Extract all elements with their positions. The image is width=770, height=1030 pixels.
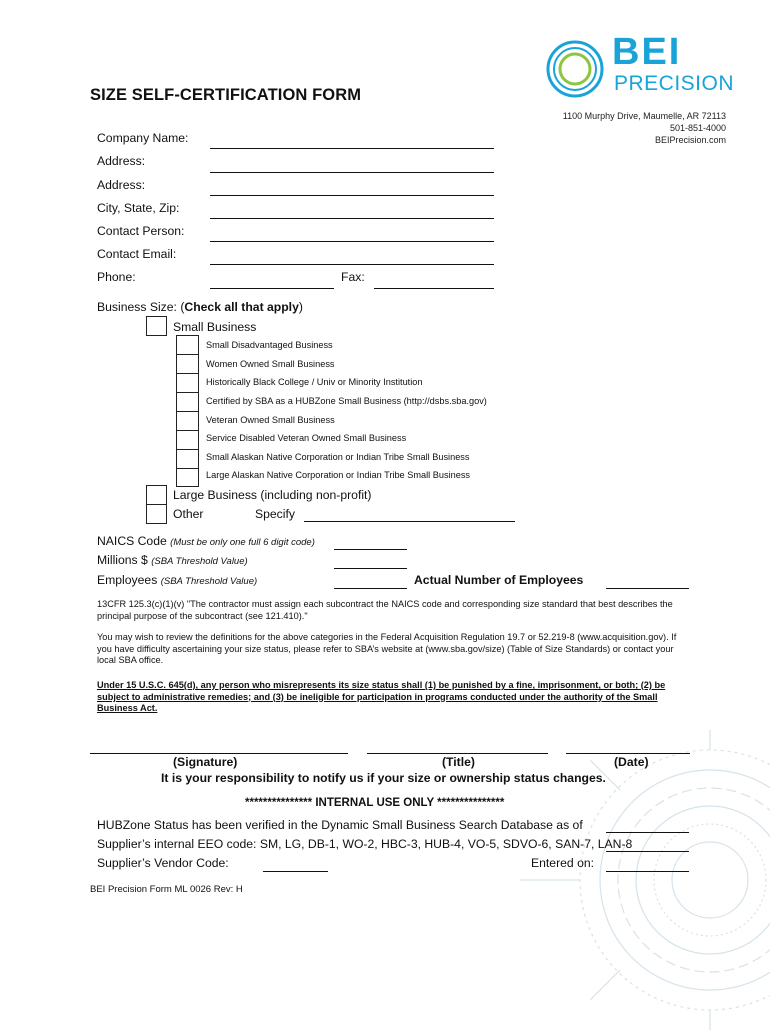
title-caption: (Title) xyxy=(442,755,475,769)
fax-field[interactable] xyxy=(374,288,494,289)
address2-label: Address: xyxy=(97,178,146,192)
address-website: BEIPrecision.com xyxy=(654,135,726,145)
vendor-code-field[interactable] xyxy=(263,871,328,872)
business-size-prefix: Business Size: ( xyxy=(97,300,185,314)
actual-employees-label: Actual Number of Employees xyxy=(414,573,584,587)
address-phone: 501-851-4000 xyxy=(669,123,726,133)
sub-option-label: Women Owned Small Business xyxy=(206,359,335,369)
date-field[interactable] xyxy=(566,753,690,754)
logo-bei-text: BEI xyxy=(612,31,682,73)
sub-option-checkbox-8[interactable] xyxy=(176,468,199,487)
contact-person-field[interactable] xyxy=(210,241,494,242)
naics-label: NAICS Code xyxy=(97,534,167,548)
other-label: Other xyxy=(173,507,204,521)
large-business-checkbox[interactable] xyxy=(146,485,167,505)
business-size-bold: Check all that apply xyxy=(184,300,299,314)
naics-field[interactable] xyxy=(334,549,407,550)
company-address xyxy=(563,110,726,146)
employees-field[interactable] xyxy=(334,588,407,589)
small-business-checkbox[interactable] xyxy=(146,316,167,336)
bei-precision-logo xyxy=(544,31,735,100)
sub-option-checkbox-6[interactable] xyxy=(176,430,199,450)
business-size-label xyxy=(97,300,303,314)
penalty-paragraph: Under 15 U.S.C. 645(d), any person who misrepresents its size status shall (1) be punished by a fine, imprisonment, or both; (2) be subject to administrative remedies; and (3) be ineligible for participation in programs conducted under the authority of the Small Business Act. xyxy=(97,680,666,713)
address2-field[interactable] xyxy=(210,195,494,196)
logo-precision-text: PRECISION xyxy=(614,72,735,95)
address1-label: Address: xyxy=(97,154,146,168)
title-field[interactable] xyxy=(367,753,548,754)
sub-option-checkbox-4[interactable] xyxy=(176,392,199,412)
sub-option-label: Certified by SBA as a HUBZone Small Business (http://dsbs.sba.gov) xyxy=(206,396,487,406)
contact-email-label: Contact Email: xyxy=(97,247,177,261)
business-size-suffix: ) xyxy=(298,300,303,314)
signature-field[interactable] xyxy=(90,753,348,754)
sub-option-checkbox-5[interactable] xyxy=(176,411,199,431)
naics-note: (Must be only one full 6 digit code) xyxy=(170,537,315,548)
sub-option-label: Veteran Owned Small Business xyxy=(206,415,335,425)
small-business-label: Small Business xyxy=(173,320,257,334)
millions-note: (SBA Threshold Value) xyxy=(151,556,248,567)
actual-employees-field[interactable] xyxy=(606,588,689,589)
specify-field[interactable] xyxy=(304,521,515,522)
cfr-paragraph: 13CFR 125.3(c)(1)(v) "The contractor must assign each subcontract the NAICS code and corresponding size standard that best describes the principal purpose of the subcontract (see 121.410)." xyxy=(97,599,673,621)
phone-field[interactable] xyxy=(210,288,334,289)
large-business-label: Large Business (including non-profit) xyxy=(173,488,372,502)
date-caption: (Date) xyxy=(614,755,649,769)
eeo-code-field[interactable] xyxy=(606,851,689,852)
eeo-code-label: Supplier’s internal EEO code: SM, LG, DB-1, WO-2, HBC-3, HUB-4, VO-5, SDVO-6, SAN-7, LAN-8 xyxy=(97,837,633,851)
city-state-zip-label: City, State, Zip: xyxy=(97,201,180,215)
hubzone-date-field[interactable] xyxy=(606,832,689,833)
sub-option-checkbox-1[interactable] xyxy=(176,335,199,355)
employees-label: Employees xyxy=(97,573,158,587)
review-paragraph: You may wish to review the definitions for the above categories in the Federal Acquisition Regulation 19.7 or 52.219-8 (www.acquisition.gov). If you have difficulty ascertaining your size status, please refer to SBA’s website at (www.sba.gov/size) (Table of Size Standards) or contact your local SBA office. xyxy=(97,632,677,665)
signature-caption: (Signature) xyxy=(173,755,238,769)
entered-on-label: Entered on: xyxy=(531,856,595,870)
sub-option-label: Historically Black College / Univ or Minority Institution xyxy=(206,377,423,387)
other-checkbox[interactable] xyxy=(146,504,167,524)
sub-option-label: Small Disadvantaged Business xyxy=(206,340,333,350)
entered-on-field[interactable] xyxy=(606,871,689,872)
phone-label: Phone: xyxy=(97,270,136,284)
contact-email-field[interactable] xyxy=(210,264,494,265)
hubzone-verified-label: HUBZone Status has been verified in the Dynamic Small Business Search Database as of xyxy=(97,818,583,832)
address-street: 1100 Murphy Drive, Maumelle, AR 72113 xyxy=(562,111,726,121)
form-footer: BEI Precision Form ML 0026 Rev: H xyxy=(90,884,243,895)
responsibility-notice: It is your responsibility to notify us if your size or ownership status changes. xyxy=(161,771,606,785)
sub-option-label: Large Alaskan Native Corporation or Indian Tribe Small Business xyxy=(206,470,471,480)
naics-row xyxy=(97,534,315,548)
city-state-zip-field[interactable] xyxy=(210,218,494,219)
form-title: SIZE SELF-CERTIFICATION FORM xyxy=(90,86,362,104)
sub-option-checkbox-7[interactable] xyxy=(176,449,199,469)
sub-option-checkbox-2[interactable] xyxy=(176,354,199,374)
sub-option-label: Small Alaskan Native Corporation or Indian Tribe Small Business xyxy=(206,452,470,462)
contact-person-label: Contact Person: xyxy=(97,224,185,238)
millions-label: Millions $ xyxy=(97,553,148,567)
company-name-label: Company Name: xyxy=(97,131,189,145)
sub-option-checkbox-3[interactable] xyxy=(176,373,199,393)
fax-label: Fax: xyxy=(341,270,365,284)
address1-field[interactable] xyxy=(210,172,494,173)
employees-note: (SBA Threshold Value) xyxy=(160,576,258,587)
sub-option-label: Service Disabled Veteran Owned Small Business xyxy=(206,433,407,443)
internal-use-header: *************** INTERNAL USE ONLY *************** xyxy=(245,797,505,809)
millions-field[interactable] xyxy=(334,568,407,569)
employees-row xyxy=(97,573,257,587)
specify-label: Specify xyxy=(255,507,295,521)
millions-row xyxy=(97,553,248,567)
company-name-field[interactable] xyxy=(210,148,494,149)
vendor-code-label: Supplier’s Vendor Code: xyxy=(97,856,229,870)
